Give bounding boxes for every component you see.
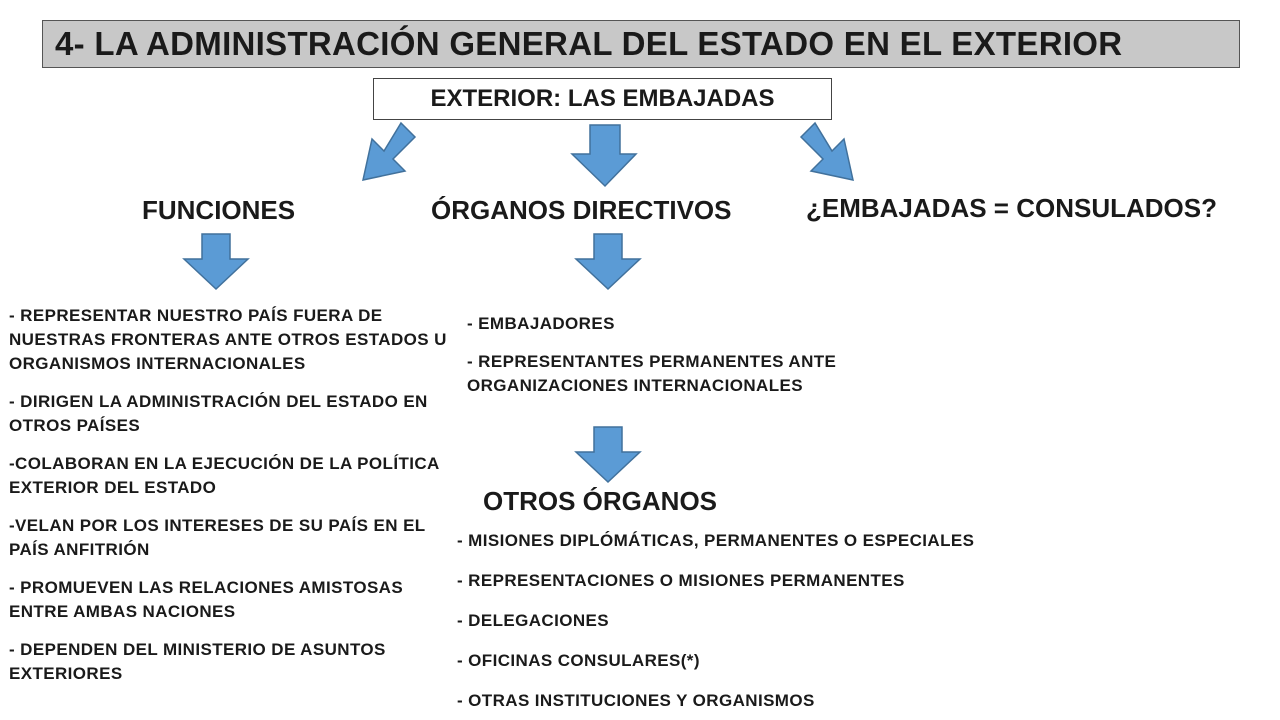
heading-embajadas-consulados: ¿EMBAJADAS = CONSULADOS? — [806, 193, 1217, 223]
list-item: - OTRAS INSTITUCIONES Y ORGANISMOS — [457, 691, 815, 710]
list-item: - DEPENDEN DEL MINISTERIO DE ASUNTOS EXTERIORES — [9, 640, 386, 683]
heading-funciones: FUNCIONES — [142, 195, 296, 225]
list-item: - REPRESENTAR NUESTRO PAÍS FUERA DE NUESTRAS FRONTERAS ANTE OTROS ESTADOS U ORGANISMOS INTERNACIONALES — [9, 306, 447, 373]
list-item: - EMBAJADORES — [467, 314, 615, 333]
list-item: - MISIONES DIPLÓMÁTICAS, PERMANENTES O ESPECIALES — [457, 531, 975, 550]
arrow-down-icon — [180, 231, 252, 293]
arrow-down-icon — [572, 424, 644, 486]
list-item: - OFICINAS CONSULARES(*) — [457, 651, 700, 670]
heading-organos-directivos: ÓRGANOS DIRECTIVOS — [431, 195, 732, 225]
otros-organos-list — [457, 529, 1257, 713]
organos-directivos-list — [467, 312, 887, 398]
subtitle: EXTERIOR: LAS EMBAJADAS — [430, 85, 775, 112]
heading-otros-organos: OTROS ÓRGANOS — [483, 486, 718, 516]
list-item: - REPRESENTACIONES O MISIONES PERMANENTES — [457, 571, 905, 590]
arrow-down-icon — [568, 122, 640, 190]
list-item: - PROMUEVEN LAS RELACIONES AMISTOSAS ENTRE AMBAS NACIONES — [9, 578, 404, 621]
list-item: - DELEGACIONES — [457, 611, 610, 630]
funciones-list — [9, 304, 449, 686]
arrow-down-icon — [572, 231, 644, 293]
page-title: 4- LA ADMINISTRACIÓN GENERAL DEL ESTADO EN EL EXTERIOR — [55, 25, 1123, 62]
list-item: -VELAN POR LOS INTERESES DE SU PAÍS EN EL PAÍS ANFITRIÓN — [9, 516, 426, 559]
list-item: -COLABORAN EN LA EJECUCIÓN DE LA POLÍTICA EXTERIOR DEL ESTADO — [9, 454, 440, 497]
arrow-down-left-icon — [350, 118, 430, 188]
list-item: - DIRIGEN LA ADMINISTRACIÓN DEL ESTADO EN OTROS PAÍSES — [9, 392, 428, 435]
arrow-down-right-icon — [786, 118, 866, 188]
title-bar — [42, 20, 1240, 68]
subtitle-box — [373, 78, 832, 120]
list-item: - REPRESENTANTES PERMANENTES ANTE ORGANIZACIONES INTERNACIONALES — [467, 352, 837, 395]
